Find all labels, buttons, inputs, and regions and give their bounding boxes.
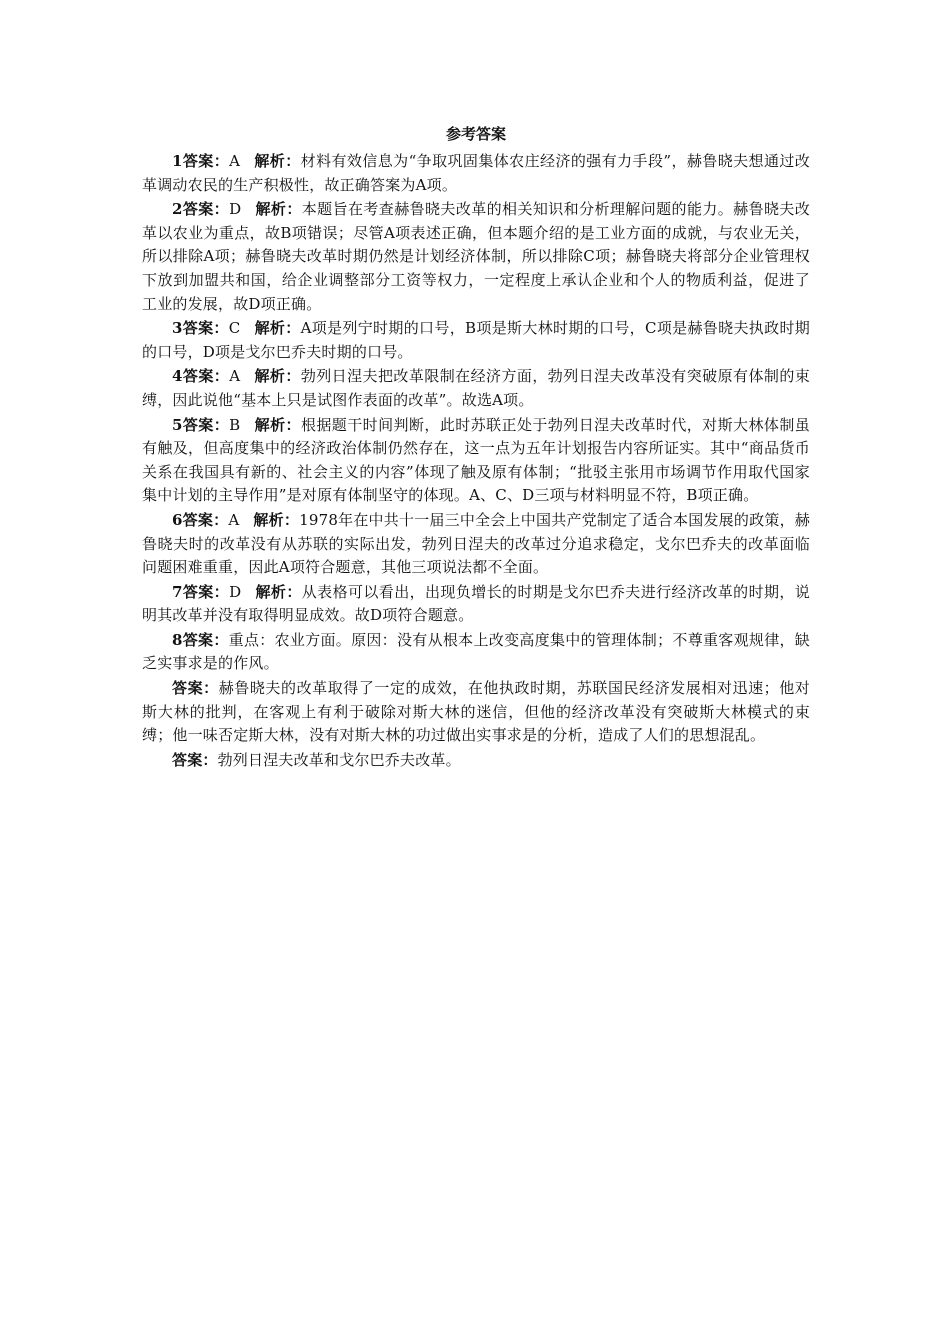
question-number: 8 bbox=[172, 630, 183, 649]
question-number: 4 bbox=[172, 367, 183, 386]
answer-item bbox=[142, 198, 810, 316]
question-number: 6 bbox=[172, 510, 183, 529]
answer-item bbox=[142, 749, 810, 773]
answer-sheet bbox=[142, 122, 810, 773]
answer-item bbox=[142, 677, 810, 748]
question-number: 7 bbox=[172, 582, 183, 601]
question-number: 3 bbox=[172, 319, 183, 338]
explanation-text: 本题旨在考查赫鲁晓夫改革的相关知识和分析理解问题的能力。赫鲁晓夫改革以农业为重点，故B项错误；尽管A项表述正确，但本题介绍的是工业方面的成就，与农业无关，所以排除A项；赫鲁晓夫改革时期仍然是计划经济体制，所以排除C项；赫鲁晓夫将部分企业管理权下放到加盟共和国，给企业调整部分工资等权力，一定程度上承认企业和个人的物质利益，促进了工业的发展，故D项正确。 bbox=[142, 200, 810, 313]
answer-choice: A bbox=[229, 367, 241, 386]
question-number: 1 bbox=[172, 152, 183, 170]
answer-item bbox=[142, 629, 810, 676]
explanation-label: 解析： bbox=[254, 319, 301, 338]
answer-label: 答案： bbox=[182, 630, 229, 649]
answer-label: 答案： bbox=[182, 319, 229, 338]
answer-label: 答案： bbox=[182, 367, 230, 386]
explanation-label: 解析： bbox=[254, 415, 301, 434]
answer-choice: D bbox=[229, 200, 242, 219]
answer-choice: D bbox=[229, 582, 242, 601]
answer-item bbox=[142, 414, 810, 508]
answer-item bbox=[142, 581, 810, 628]
answer-choice: A bbox=[228, 510, 240, 529]
explanation-label: 解析： bbox=[255, 200, 302, 219]
question-number: 5 bbox=[172, 415, 183, 434]
explanation-label: 解析： bbox=[253, 510, 300, 529]
answer-label: 答案： bbox=[182, 582, 230, 601]
question-number: 2 bbox=[172, 200, 183, 219]
answer-item bbox=[142, 317, 810, 364]
answer-text: 勃列日涅夫改革和戈尔巴乔夫改革。 bbox=[217, 750, 461, 769]
answer-item bbox=[142, 365, 810, 412]
answer-text: 赫鲁晓夫的改革取得了一定的成效，在他执政时期，苏联国民经济发展相对迅速；他对斯大林的批判，在客观上有利于破除对斯大林的迷信，但他的经济改革没有突破斯大林模式的束缚；他一味否定斯大林，没有对斯大林的功过做出实事求是的分析，造成了人们的思想混乱。 bbox=[142, 679, 810, 745]
explanation-text: 1978年在中共十一届三中全会上中国共产党制定了适合本国发展的政策，赫鲁晓夫时的改革没有从苏联的实际出发，勃列日涅夫的改革过分追求稳定，戈尔巴乔夫的改革面临问题困难重重，因此A项符合题意，其他三项说法都不全面。 bbox=[142, 510, 810, 577]
explanation-label: 解析： bbox=[254, 152, 301, 170]
explanation-text: 材料有效信息为“争取巩固集体农庄经济的强有力手段”，赫鲁晓夫想通过改革调动农民的生产积极性，故正确答案为A项。 bbox=[142, 152, 811, 194]
answer-label: 答案： bbox=[182, 200, 230, 219]
answer-choice: B bbox=[229, 415, 241, 434]
answer-item bbox=[142, 509, 810, 580]
answer-choice: A bbox=[229, 152, 241, 170]
page-title: 参考答案 bbox=[445, 125, 506, 143]
explanation-text: 勃列日涅夫把改革限制在经济方面，勃列日涅夫改革没有突破原有体制的束缚，因此说他“基本上只是试图作表面的改革”。故选A项。 bbox=[142, 367, 811, 409]
answer-label: 答案： bbox=[172, 679, 219, 698]
answer-label: 答案： bbox=[182, 152, 230, 170]
explanation-text: 从表格可以看出，出现负增长的时期是戈尔巴乔夫进行经济改革的时期，说明其改革并没有取得明显成效。故D项符合题意。 bbox=[142, 582, 810, 625]
answer-label: 答案： bbox=[182, 510, 229, 529]
answer-label: 答案： bbox=[182, 415, 230, 434]
answer-text: 重点：农业方面。原因：没有从根本上改变高度集中的管理体制；不尊重客观规律，缺乏实事求是的作风。 bbox=[142, 630, 810, 673]
explanation-text: A项是列宁时期的口号，B项是斯大林时期的口号，C项是赫鲁晓夫执政时期的口号，D项是戈尔巴乔夫时期的口号。 bbox=[142, 319, 810, 361]
answer-choice: C bbox=[228, 319, 241, 338]
answer-item bbox=[142, 150, 810, 197]
explanation-label: 解析： bbox=[254, 367, 301, 386]
explanation-text: 根据题干时间判断，此时苏联正处于勃列日涅夫改革时代，对斯大林体制虽有触及，但高度集中的经济政治体制仍然存在，这一点为五年计划报告内容所证实。其中“商品货币关系在我国具有新的、社会主义的内容”体现了触及原有体制；“批驳主张用市场调节作用取代国家集中计划的主导作用”是对原有体制坚守的体现。A、C、D三项与材料明显不符，B项正确。 bbox=[142, 415, 810, 505]
explanation-label: 解析： bbox=[255, 582, 302, 601]
answer-label: 答案： bbox=[172, 750, 218, 769]
